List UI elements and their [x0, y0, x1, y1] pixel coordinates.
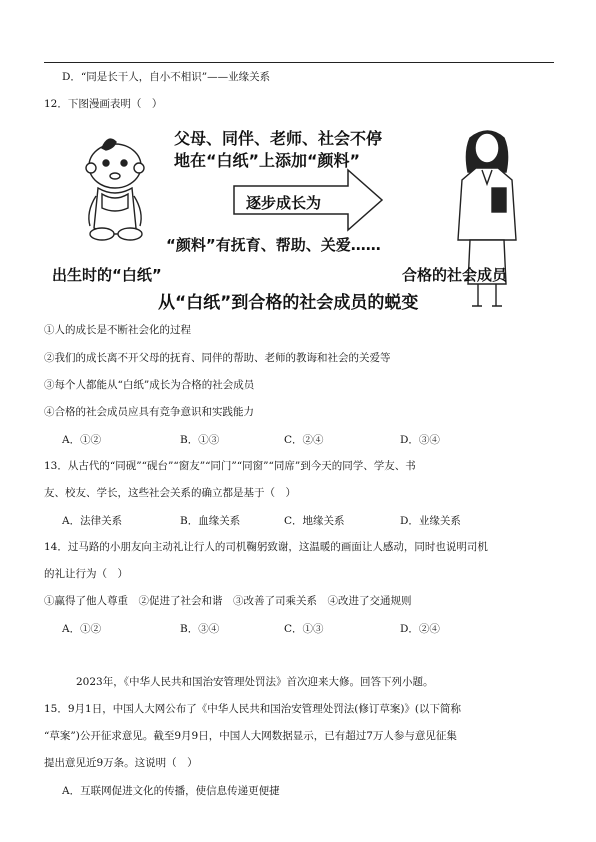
q13-option-d[interactable]: D．业缘关系	[400, 515, 461, 527]
q15-option-a[interactable]: A．互联网促进文化的传播，使信息传递更便捷	[62, 785, 280, 797]
q12-cartoon	[40, 118, 550, 314]
cartoon-arrow-text: 逐步成长为	[246, 194, 322, 212]
q11-option-d: D．“同是长干人，自小不相识”——业缘关系	[62, 71, 271, 83]
q13-option-a[interactable]: A．法律关系	[62, 515, 123, 527]
q12-statement-4: ④合格的社会成员应具有竞争意识和实践能力	[44, 406, 254, 418]
q13-line-2: 友、校友、学长，这些社会关系的确立都是基于（ ）	[44, 487, 296, 499]
q12-option-c[interactable]: C．②④	[284, 434, 324, 446]
q15-line-2: “草案”)公开征求意见。截至9月9日，中国人大网数据显示，已有超过7万人参与意见征集	[44, 730, 457, 742]
q14-option-d[interactable]: D．②④	[400, 623, 440, 635]
q12-statement-2: ②我们的成长离不开父母的抚育、同伴的帮助、老师的教诲和社会的关爱等	[44, 352, 391, 364]
q12-option-d[interactable]: D．③④	[400, 434, 440, 446]
q12-option-b[interactable]: B．①③	[180, 434, 220, 446]
baby-figure	[86, 139, 144, 240]
q13-line-1: 13．从古代的“同砚”“砚台”“窗友”“同门”“同窗”“同席”到今天的同学、学友、书	[44, 460, 416, 472]
q14-option-a[interactable]: A．①②	[62, 623, 102, 635]
q14-statements: ①赢得了他人尊重 ②促进了社会和谐 ③改善了司乘关系 ④改进了交通规则	[44, 595, 412, 607]
cartoon-right-caption: 合格的社会成员	[402, 266, 508, 284]
q14-line-1: 14．过马路的小朋友向主动礼让行人的司机鞠躬致谢，这温暖的画面让人感动，同时也说明司机	[44, 541, 488, 553]
q12-stem: 12．下图漫画表明（ ）	[44, 98, 163, 110]
q15-line-1: 15．9月1日，中国人大网公布了《中华人民共和国治安管理处罚法(修订草案)》(以下简称	[44, 703, 462, 715]
cartoon-title: 从“白纸”到合格的社会成员的蜕变	[158, 293, 419, 313]
q12-statement-1: ①人的成长是不断社会化的过程	[44, 324, 191, 336]
cartoon-top-text-2: 地在“白纸”上添加“颜料”	[174, 151, 361, 170]
q14-option-c[interactable]: C．①③	[284, 623, 324, 635]
cartoon-top-text-1: 父母、同伴、老师、社会不停	[174, 129, 383, 148]
q12-option-a[interactable]: A．①②	[62, 434, 102, 446]
cartoon-left-caption: 出生时的“白纸”	[52, 266, 162, 284]
q13-option-b[interactable]: B．血缘关系	[180, 515, 241, 527]
q14-line-2: 的礼让行为（ ）	[44, 568, 128, 580]
q14-option-b[interactable]: B．③④	[180, 623, 220, 635]
header-rule	[44, 62, 554, 63]
q12-statement-3: ③每个人都能从“白纸”成长为合格的社会成员	[44, 379, 255, 391]
q15-line-3: 提出意见近9万条。这说明（ ）	[44, 757, 198, 769]
cartoon-paint-text: “颜料”有抚育、帮助、关爱……	[166, 236, 381, 254]
section-intro: 2023年，《中华人民共和国治安管理处罚法》首次迎来大修。回答下列小题。	[76, 676, 434, 688]
q13-option-c[interactable]: C．地缘关系	[284, 515, 345, 527]
